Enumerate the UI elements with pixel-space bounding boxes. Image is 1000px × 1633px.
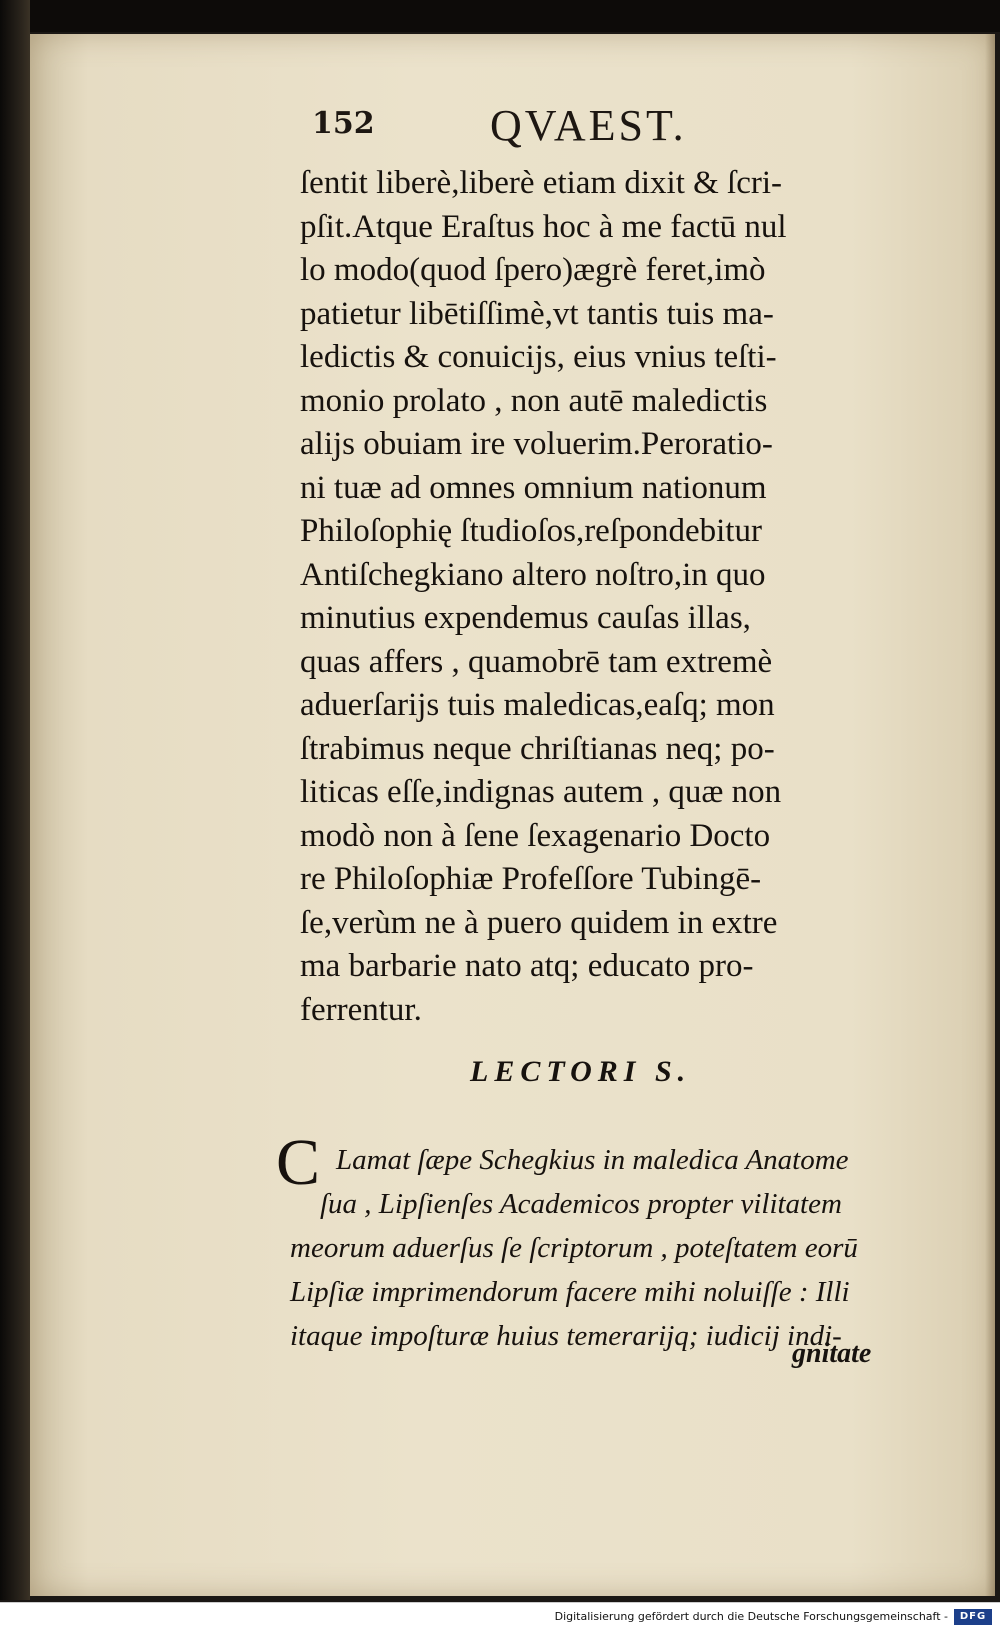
italic-text-line: itaque impoſturæ huius temerarijq; iudicij indi- bbox=[290, 1320, 842, 1352]
running-head bbox=[312, 100, 732, 150]
text-line: ſentit liberè,liberè etiam dixit & ſcri- bbox=[300, 165, 782, 201]
text-line: pſit.Atque Eraſtus hoc à me factū nul bbox=[300, 208, 787, 245]
text-line: ledictis & conuicijs, eius vnius teſti- bbox=[300, 339, 777, 375]
text-line: re Philoſophiæ Profeſſore Tubingē- bbox=[300, 861, 762, 897]
text-line: ſe,verùm ne à puero quidem in extre bbox=[300, 904, 778, 941]
italic-text-line: meorum aduerſus ſe ſcriptorum , poteſtatem eorū bbox=[290, 1232, 858, 1264]
text-line: patietur libētiſſimè,vt tantis tuis ma- bbox=[300, 295, 774, 332]
italic-text-block bbox=[290, 1138, 930, 1358]
text-line: alijs obuiam ire voluerim.Peroratio- bbox=[300, 426, 773, 462]
section-heading: LECTORI S. bbox=[470, 1055, 692, 1088]
page-edge-shadow bbox=[985, 34, 995, 1596]
digitization-footer bbox=[0, 1602, 1000, 1633]
italic-text-line: ſua , Lipſienſes Academicos propter vilitatem bbox=[320, 1188, 842, 1220]
text-line: monio prolato , non autē maledictis bbox=[300, 382, 768, 419]
italic-text-line: Lamat ſæpe Schegkius in maledica Anatome bbox=[336, 1144, 849, 1176]
scan-background-top bbox=[0, 0, 1000, 32]
text-line: aduerſarijs tuis maledicas,eaſq; mon bbox=[300, 687, 775, 723]
text-line: ma barbarie nato atq; educato pro- bbox=[300, 948, 754, 984]
text-line: minutius expendemus cauſas illas, bbox=[300, 600, 751, 636]
dfg-logo: DFG bbox=[954, 1609, 992, 1625]
text-line: Antiſchegkiano altero noſtro,in quo bbox=[300, 556, 766, 593]
text-line: Philoſophię ſtudioſos,reſpondebitur bbox=[300, 513, 762, 549]
drop-cap-initial: C bbox=[276, 1126, 321, 1199]
italic-text-line: Lipſiæ imprimendorum facere mihi noluiſſe : Illi bbox=[290, 1276, 850, 1308]
running-title: QVAEST. bbox=[490, 101, 687, 150]
book-spine-shadow bbox=[0, 0, 30, 1600]
main-text-block bbox=[300, 162, 940, 1032]
text-line: ſtrabimus neque chriſtianas neq; po- bbox=[300, 730, 775, 767]
catchword: gnitate bbox=[792, 1338, 872, 1369]
text-line: modò non à ſene ſexagenario Docto bbox=[300, 817, 771, 854]
funding-notice: Digitalisierung gefördert durch die Deutsche Forschungsgemeinschaft - bbox=[554, 1610, 948, 1623]
text-line: ni tuæ ad omnes omnium nationum bbox=[300, 469, 767, 506]
text-line: quas affers , quamobrē tam extremè bbox=[300, 643, 773, 680]
text-line: lo modo(quod ſpero)ægrè feret,imò bbox=[300, 252, 766, 288]
text-line: ferrentur. bbox=[300, 991, 422, 1028]
page-number: 152 bbox=[312, 106, 375, 141]
text-line: liticas eſſe,indignas autem , quæ non bbox=[300, 774, 782, 810]
